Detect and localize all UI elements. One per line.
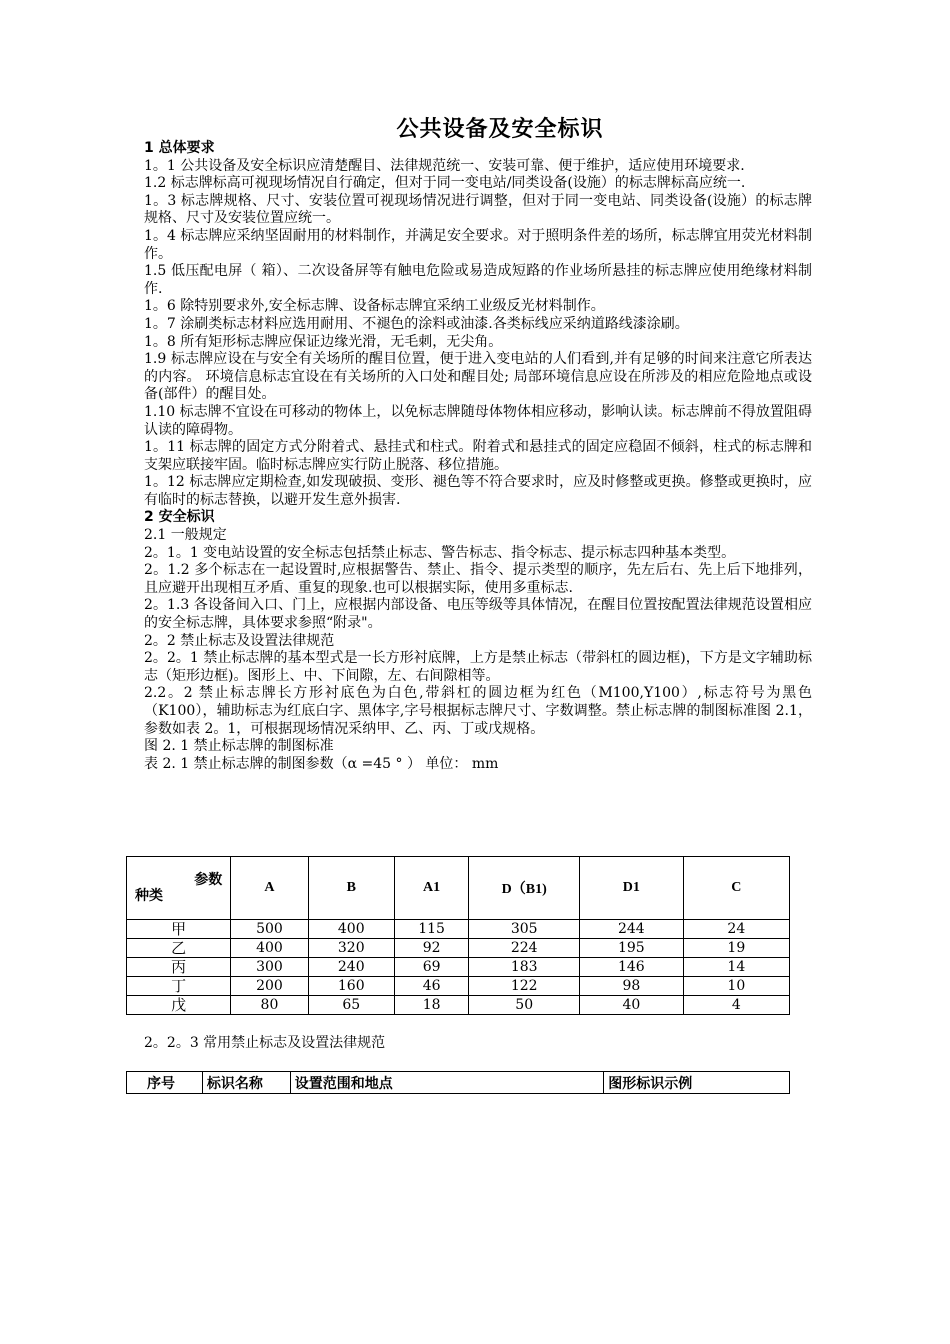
table-cell: 24 bbox=[683, 920, 789, 939]
table-cell: 240 bbox=[308, 958, 394, 977]
table-cell: 146 bbox=[580, 958, 684, 977]
table-cell: 400 bbox=[308, 920, 394, 939]
paragraph-1-2: 1.2 标志牌标高可视现场情况自行确定，但对于同一变电站/同类设备(设施）的标志牌标高应统一. bbox=[144, 175, 746, 192]
paragraph-2-2-2: 2.2。2 禁止标志牌长方形衬底色为白色,带斜杠的圆边框为红色（M100,Y100）,标志符号为黑色（K100），辅助标志为红底白字、黑体字,字号根据标志牌尺寸、字数调整。禁止标志牌的制图标准图 2.1，参数如表 2。1，可根据现场情况采纳甲、乙、丙、丁或戊规格。 bbox=[144, 685, 812, 737]
corner-header-cell bbox=[127, 857, 231, 920]
paragraph-2-1-2: 2。1.2 多个标志在一起设置时,应根据警告、禁止、指令、提示类型的顺序，先左后右、先上后下地排列，且应避开出现相互矛盾、重复的现象.也可以根据实际，使用多重标志. bbox=[144, 562, 812, 596]
paragraph-1-4: 1。4 标志牌应采纳坚固耐用的材料制作，并满足安全要求。对于照明条件差的场所，标志牌宜用荧光材料制作。 bbox=[144, 227, 812, 262]
row-label: 甲 bbox=[127, 920, 231, 939]
paragraph-1-7: 1。7 涂刷类标志材料应选用耐用、不褪色的涂料或油漆.各类标线应采纳道路线漆涂刷。 bbox=[144, 315, 689, 332]
table-row bbox=[127, 996, 790, 1015]
table-cell: 18 bbox=[394, 996, 469, 1015]
paragraph-1-11: 1。11 标志牌的固定方式分附着式、悬挂式和柱式。附着式和悬挂式的固定应稳固不倾斜，柱式的标志牌和支架应联接牢固。临时标志牌应实行防止脱落、移位措施。 bbox=[144, 439, 812, 473]
column-header: 序号 bbox=[127, 1072, 203, 1094]
table-row bbox=[127, 920, 790, 939]
table-cell: 160 bbox=[308, 977, 394, 996]
table-cell: 92 bbox=[394, 939, 469, 958]
section-1-heading: 1 总体要求 bbox=[144, 140, 215, 156]
table-cell: 69 bbox=[394, 958, 469, 977]
subsection-2-1: 2.1 一般规定 bbox=[144, 527, 227, 544]
table-cell: 10 bbox=[683, 977, 789, 996]
paragraph-1-3: 1。3 标志牌规格、尺寸、安装位置可视现场情况进行调整，但对于同一变电站、同类设备(设施）的标志牌规格、尺寸及安装位置应统一。 bbox=[144, 192, 812, 227]
column-header: A1 bbox=[394, 857, 469, 920]
table-cell: 65 bbox=[308, 996, 394, 1015]
table-cell: 4 bbox=[683, 996, 789, 1015]
table-cell: 14 bbox=[683, 958, 789, 977]
table-cell: 46 bbox=[394, 977, 469, 996]
subsection-2-2-3: 2。2。3 常用禁止标志及设置法律规范 bbox=[144, 1035, 386, 1051]
table-header-row bbox=[127, 1072, 790, 1094]
paragraph-1-12: 1。12 标志牌应定期检查,如发现破损、变形、褪色等不符合要求时，应及时修整或更换。修整或更换时，应有临时的标志替换，以避开发生意外损害. bbox=[144, 474, 812, 508]
figure-caption: 图 2. 1 禁止标志牌的制图标准 bbox=[144, 738, 334, 755]
corner-param-label: 参数 bbox=[194, 872, 223, 888]
column-header: B bbox=[308, 857, 394, 920]
paragraph-1-1: 1。1 公共设备及安全标识应清楚醒目、法律规范统一、安装可靠、便于维护，适应使用环境要求. bbox=[144, 157, 745, 174]
table-cell: 305 bbox=[469, 920, 580, 939]
paragraph-2-2-1: 2。2。1 禁止标志牌的基本型式是一长方形衬底牌，上方是禁止标志（带斜杠的圆边框)，下方是文字辅助标志（矩形边框)。图形上、中、下间隙，左、右间隙相等。 bbox=[144, 650, 812, 684]
paragraph-1-5: 1.5 低压配电屏（ 箱）、二次设备屏等有触电危险或易造成短路的作业场所悬挂的标志牌应使用绝缘材料制作. bbox=[144, 263, 812, 297]
table-cell: 500 bbox=[231, 920, 308, 939]
table-header-row bbox=[127, 857, 790, 920]
table-cell: 244 bbox=[580, 920, 684, 939]
row-label: 丙 bbox=[127, 958, 231, 977]
table-cell: 300 bbox=[231, 958, 308, 977]
column-header: 设置范围和地点 bbox=[290, 1072, 603, 1094]
table-cell: 183 bbox=[469, 958, 580, 977]
table-cell: 224 bbox=[469, 939, 580, 958]
table-row bbox=[127, 958, 790, 977]
corner-type-label: 种类 bbox=[135, 888, 163, 904]
table-cell: 400 bbox=[231, 939, 308, 958]
paragraph-1-8: 1。8 所有矩形标志牌应保证边缘光滑，无毛刺，无尖角。 bbox=[144, 333, 503, 350]
subsection-2-2: 2。2 禁止标志及设置法律规范 bbox=[144, 632, 335, 649]
table-cell: 200 bbox=[231, 977, 308, 996]
section-2-heading: 2 安全标识 bbox=[144, 509, 215, 526]
prohibition-sign-list-table bbox=[126, 1071, 790, 1094]
column-header: C bbox=[683, 857, 789, 920]
table-row bbox=[127, 977, 790, 996]
paragraph-1-10: 1.10 标志牌不宜设在可移动的物体上，以免标志牌随母体物体相应移动，影响认读。标志牌前不得放置阻碍认读的障碍物。 bbox=[144, 403, 812, 438]
column-header: 图形标识示例 bbox=[604, 1072, 790, 1094]
column-header: D1 bbox=[580, 857, 684, 920]
row-label: 丁 bbox=[127, 977, 231, 996]
row-label: 戊 bbox=[127, 996, 231, 1015]
table-cell: 98 bbox=[580, 977, 684, 996]
column-header: A bbox=[231, 857, 308, 920]
paragraph-1-9: 1.9 标志牌应设在与安全有关场所的醒目位置，便于进入变电站的人们看到,并有足够的时间来注意它所表达的内容。 环境信息标志宜设在有关场所的入口处和醒目处; 局部环境信息应设在所涉及的相应危险地点或设备(部件）的醒目处。 bbox=[144, 351, 812, 403]
row-label: 乙 bbox=[127, 939, 231, 958]
table-cell: 50 bbox=[469, 996, 580, 1015]
paragraph-2-1-3: 2。1.3 各设备间入口、门上，应根据内部设备、电压等级等具体情况，在醒目位置按配置法律规范设置相应的安全标志牌，具体要求参照“附录"。 bbox=[144, 597, 812, 632]
table-cell: 115 bbox=[394, 920, 469, 939]
table-cell: 40 bbox=[580, 996, 684, 1015]
table-cell: 122 bbox=[469, 977, 580, 996]
paragraph-1-6: 1。6 除特别要求外,安全标志牌、设备标志牌宜采纳工业级反光材料制作。 bbox=[144, 298, 605, 315]
page-title: 公共设备及安全标识 bbox=[396, 117, 604, 142]
paragraph-2-1-1: 2。1。1 变电站设置的安全标志包括禁止标志、警告标志、指令标志、提示标志四种基本类型。 bbox=[144, 544, 736, 561]
table-row bbox=[127, 939, 790, 958]
parameter-table bbox=[126, 856, 790, 1015]
table-cell: 195 bbox=[580, 939, 684, 958]
column-header: 标识名称 bbox=[202, 1072, 290, 1094]
table-cell: 19 bbox=[683, 939, 789, 958]
column-header: D（B1) bbox=[469, 857, 580, 920]
table-caption: 表 2. 1 禁止标志牌的制图参数（α =45 ° ） 单位： mm bbox=[144, 755, 499, 772]
table-cell: 80 bbox=[231, 996, 308, 1015]
document-body bbox=[144, 140, 812, 773]
table-cell: 320 bbox=[308, 939, 394, 958]
